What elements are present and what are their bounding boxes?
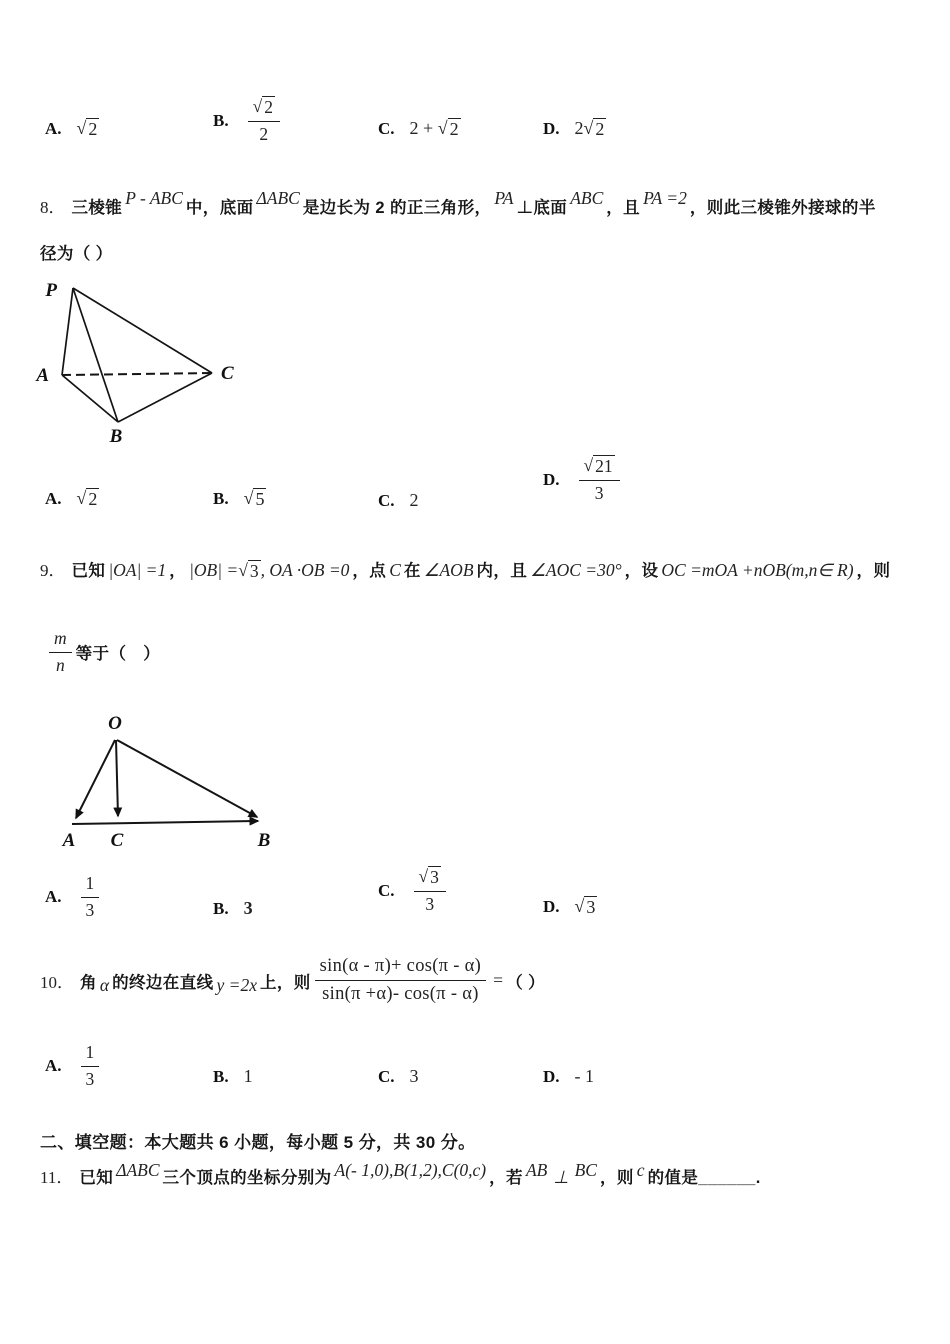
math-expression <box>189 560 349 582</box>
sqrt-expression <box>77 118 100 140</box>
vector-oa <box>76 740 115 818</box>
radicand: 2 <box>88 119 98 139</box>
answer-parentheses: （ ） <box>506 973 546 992</box>
option-10d <box>543 1066 594 1087</box>
option-label: A. <box>45 119 62 138</box>
question-9-text-line1 <box>40 556 890 582</box>
question-8-text-line1 <box>40 188 876 218</box>
edge-pb <box>73 288 118 422</box>
option-value <box>575 118 607 140</box>
question-text: ，设 <box>624 562 659 580</box>
radical-sign-icon: √ <box>238 560 248 580</box>
question-text: ，则 <box>599 1169 634 1187</box>
radical-sign-icon: √ <box>243 488 254 508</box>
option-label: B. <box>213 1066 229 1086</box>
fraction-denominator: n <box>55 654 65 675</box>
fraction-numerator: m <box>49 628 72 653</box>
radicand: 2 <box>449 119 459 139</box>
math-part: , OA ·OB =0 <box>260 560 350 580</box>
option-label: D. <box>543 1066 560 1086</box>
radicand: 2 <box>88 489 98 509</box>
fraction-denominator: 3 <box>85 1068 95 1089</box>
option-label: C. <box>378 119 395 138</box>
question-text: 是边长为 2 的正三角形， <box>302 199 492 217</box>
question-text: 的终边在直线 <box>112 973 214 992</box>
radical-sign-icon: √ <box>437 118 448 138</box>
option-9b <box>213 898 253 919</box>
math-expression: ∠AOC =30° <box>530 560 622 580</box>
fraction-denominator: 3 <box>85 899 95 920</box>
option-value <box>410 118 461 140</box>
question-text: ⊥底面 <box>516 199 568 217</box>
radicand: 3 <box>249 561 259 581</box>
edge-pa <box>62 288 73 375</box>
question-text: ，若 <box>489 1169 523 1187</box>
math-expression: OC =mOA +nOB(m,n∈ R) <box>661 560 854 580</box>
radical-sign-icon: √ <box>252 96 263 116</box>
radical-sign-icon: √ <box>574 896 585 916</box>
option-label: C. <box>378 880 395 900</box>
math-expression: P - ABC <box>125 188 183 208</box>
question-text: 在 <box>403 562 421 580</box>
question-text-with-blank: 的值是______. <box>647 1169 761 1187</box>
question-11-text <box>40 1160 761 1188</box>
sqrt-expression <box>77 488 100 510</box>
math-expression: y =2x <box>216 975 257 996</box>
question-text: 三棱锥 <box>71 199 123 217</box>
question-number: 10． <box>40 973 74 993</box>
option-label: B. <box>213 489 229 508</box>
vertex-label-a: A <box>62 830 76 851</box>
option-value: - 1 <box>574 1066 595 1086</box>
edge-ac-dashed <box>62 373 212 375</box>
fraction-numerator <box>414 866 446 892</box>
equals-sign: = <box>493 970 504 991</box>
option-7c <box>378 118 461 140</box>
perpendicular-symbol: ⊥ <box>553 1167 569 1187</box>
math-expression: |OA| =1 <box>108 560 167 580</box>
value-prefix: 2 <box>574 118 584 138</box>
radicand: 2 <box>595 119 605 139</box>
radical-sign-icon: √ <box>76 488 87 508</box>
question-text: ，点 <box>352 562 387 580</box>
radicand: 5 <box>255 489 265 509</box>
vector-oc <box>116 740 118 816</box>
question-9-text-line2 <box>45 628 160 677</box>
radical-sign-icon: √ <box>76 118 87 138</box>
option-label: D. <box>543 119 560 138</box>
figure-tetrahedron <box>35 276 247 451</box>
radicand: 3 <box>586 897 596 917</box>
option-9a <box>45 873 103 922</box>
sqrt-expression <box>238 560 260 582</box>
vertex-label-b: B <box>257 830 271 851</box>
question-text: 等于（ ） <box>75 645 161 664</box>
question-text: 中，底面 <box>185 199 254 217</box>
option-10a <box>45 1042 103 1091</box>
option-8d <box>543 455 624 505</box>
sqrt-expression <box>244 488 267 510</box>
vertex-label-c: C <box>110 830 124 851</box>
fraction-denominator: sin(π +α)- cos(π - α) <box>322 984 479 1005</box>
option-label: A. <box>45 1056 62 1076</box>
sqrt-expression <box>575 896 598 918</box>
vertex-label-c: C <box>221 363 234 384</box>
math-expression: c <box>636 1160 645 1180</box>
option-label: C. <box>378 1066 395 1086</box>
option-8b <box>213 488 266 510</box>
math-expression: ∠AOB <box>423 560 474 580</box>
question-text: ，且 <box>606 199 641 217</box>
math-expression: PA <box>494 188 514 208</box>
fraction-denominator: 3 <box>425 893 435 914</box>
question-text: 上，则 <box>259 973 311 992</box>
sqrt-expression <box>584 118 607 140</box>
option-10c <box>378 1066 419 1087</box>
option-8a <box>45 488 99 510</box>
option-label: D. <box>543 469 560 489</box>
section-2-header <box>40 1128 476 1153</box>
fraction-denominator: 3 <box>594 482 604 503</box>
question-text: ，则 <box>856 562 891 580</box>
radical-sign-icon: √ <box>583 455 594 475</box>
math-expression: AB <box>525 1160 548 1180</box>
figure-triangle-oab <box>55 713 287 861</box>
question-8-text-line2 <box>40 240 113 264</box>
option-value: 3 <box>243 898 253 918</box>
question-text: 已知 <box>79 1169 114 1187</box>
option-label: A. <box>45 887 62 907</box>
vertex-label-b: B <box>109 426 123 447</box>
radicand: 3 <box>430 867 439 887</box>
sqrt-expression <box>438 118 461 140</box>
fraction-numerator: 1 <box>81 873 100 898</box>
option-label: D. <box>543 897 560 916</box>
fraction <box>49 628 72 677</box>
vector-ob <box>117 740 257 817</box>
math-expression: A(- 1,0),B(1,2),C(0,c) <box>334 1160 487 1180</box>
fraction <box>315 955 486 1006</box>
fraction-numerator: sin(α - π)+ cos(π - α) <box>315 955 486 981</box>
option-9c <box>378 866 450 916</box>
question-10-text <box>40 955 545 1006</box>
radicand: 2 <box>264 97 273 117</box>
vertex-label-p: P <box>45 280 57 301</box>
vector-ab <box>72 821 258 824</box>
option-value: 1 <box>243 1066 253 1086</box>
question-text: 三个顶点的坐标分别为 <box>162 1169 332 1187</box>
vertex-label-a: A <box>36 365 49 386</box>
fraction-numerator: 1 <box>81 1042 100 1067</box>
option-value: 2 <box>409 490 419 510</box>
math-expression: C <box>389 560 401 580</box>
fraction <box>414 866 446 916</box>
option-7d <box>543 118 606 140</box>
edge-bc <box>118 373 212 422</box>
question-number: 8． <box>40 198 66 217</box>
option-label: C. <box>378 490 395 510</box>
vertex-label-o: O <box>108 713 122 734</box>
option-label: B. <box>213 110 229 130</box>
section-title: 二、填空题：本大题共 6 小题，每小题 5 分，共 30 分。 <box>40 1133 476 1152</box>
math-expression: ΔABC <box>116 1160 160 1180</box>
fraction <box>248 96 280 146</box>
math-expression: ABC <box>570 188 604 208</box>
option-8c <box>378 490 419 511</box>
math-expression: PA =2 <box>643 188 687 208</box>
fraction-numerator <box>248 96 280 122</box>
fraction <box>81 1042 100 1091</box>
option-10b <box>213 1066 253 1087</box>
math-expression: α <box>99 975 110 996</box>
radical-sign-icon: √ <box>583 118 594 138</box>
fraction <box>579 455 620 505</box>
math-part: |OB| = <box>189 560 239 580</box>
question-text: ， <box>169 562 187 580</box>
question-text: 角 <box>80 973 97 992</box>
radical-sign-icon: √ <box>418 866 429 886</box>
option-7a <box>45 118 99 140</box>
question-text: ，则此三棱锥外接球的半 <box>689 199 876 217</box>
question-number: 9． <box>40 561 66 580</box>
option-label: A. <box>45 489 62 508</box>
math-expression: BC <box>574 1160 597 1180</box>
fraction-denominator: 2 <box>259 123 269 144</box>
question-text: 内，且 <box>476 562 528 580</box>
option-value: 3 <box>409 1066 419 1086</box>
option-7b <box>213 96 284 146</box>
edge-pc <box>73 288 212 373</box>
option-label: B. <box>213 898 229 918</box>
value-prefix: 2 + <box>409 118 438 138</box>
fraction-numerator <box>579 455 620 481</box>
option-9d <box>543 896 597 918</box>
question-text: 径为（ ） <box>40 245 113 263</box>
question-text: 已知 <box>71 562 106 580</box>
fraction <box>81 873 100 922</box>
math-expression: ΔABC <box>256 188 300 208</box>
radicand: 21 <box>595 456 613 476</box>
question-number: 11． <box>40 1168 74 1187</box>
